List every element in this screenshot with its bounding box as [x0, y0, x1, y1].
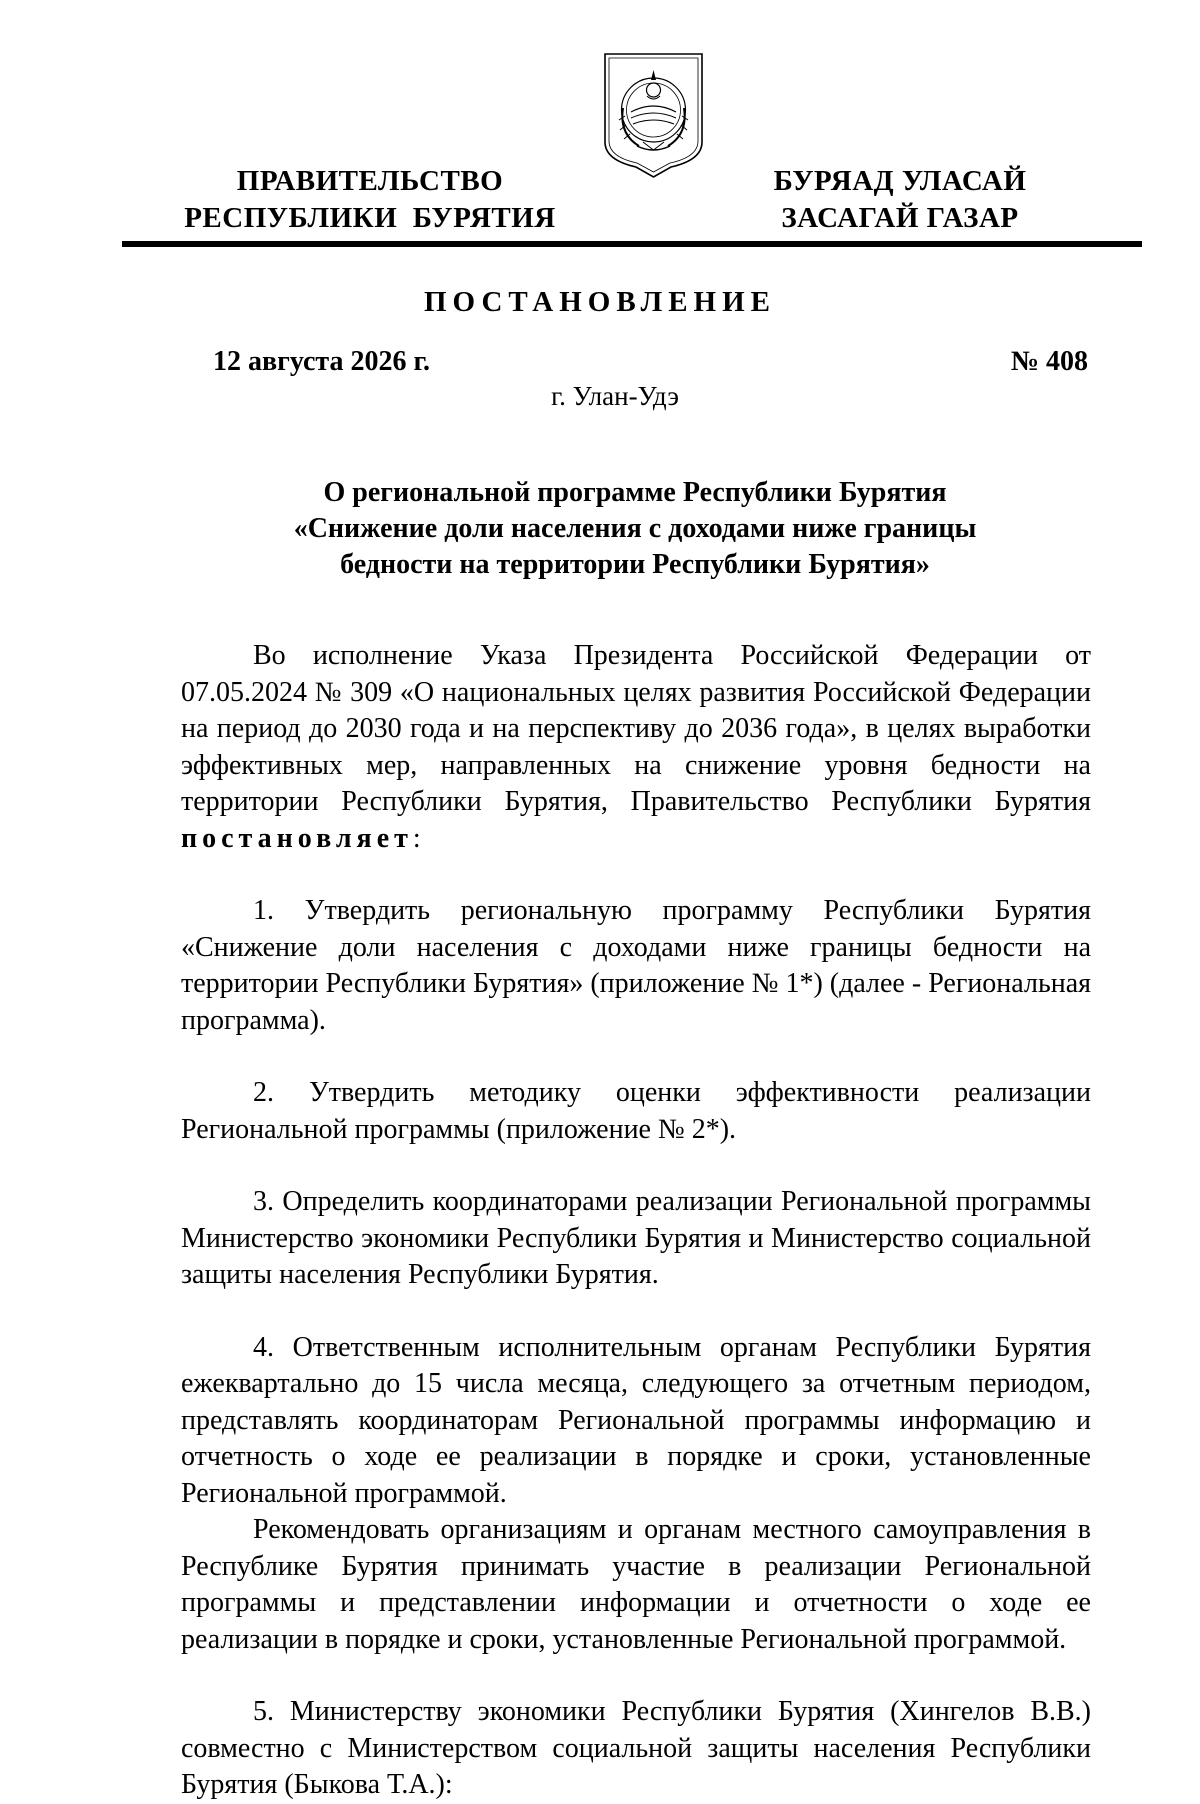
paragraph-3: 3. Определить координаторами реализации Региональной программы Министерство экономики Республики Бурятия и Министерство социальной защиты населения Республики Бурятия. [181, 1186, 1091, 1290]
org-name-line: РЕСПУБЛИКИ БУРЯТИЯ [184, 202, 556, 234]
title-line: бедности на территории Республики Бурятия» [340, 549, 930, 580]
title-line: О региональной программе Республики Бурятия [323, 477, 947, 508]
header-divider [122, 241, 1142, 247]
document-number: № 408 [1010, 346, 1088, 377]
preamble-text: Во исполнение Указа Президента Российской Федерации от 07.05.2024 № 309 «О национальных целях развития Российской Федерации на период до 2030 года и на перспективу до 2036 года», в целях выработки эффективных мер, направленных на снижение уровня бедности на территории Республики Бурятия, Правительство Республики Бурятия [181, 640, 1091, 817]
org-name-line: БУРЯАД УЛАСАЙ [773, 165, 1027, 197]
document-body [181, 638, 1091, 1804]
coat-of-arms-icon [601, 50, 706, 180]
preamble-end: : [412, 822, 421, 854]
org-name-russian [160, 163, 580, 237]
paragraph-5: 5. Министерству экономики Республики Бурятия (Хингелов В.В.) совместно с Министерством социальной защиты населения Республики Бурятия (Быкова Т.А.): [181, 1696, 1091, 1800]
document-title [200, 475, 1070, 583]
org-name-line: ЗАСАГАЙ ГАЗАР [781, 202, 1019, 234]
paragraph-2: 2. Утвердить методику оценки эффективности реализации Региональной программы (приложение № 2*). [181, 1077, 1091, 1145]
document-city: г. Улан-Удэ [551, 381, 679, 411]
paragraph-4: 4. Ответственным исполнительным органам Республики Бурятия ежеквартально до 15 числа месяца, следующего за отчетным периодом, представлять координаторам Региональной программы информацию и отчетность о ходе ее реализации в порядке и сроки, установленные Региональной программой. [181, 1331, 1091, 1509]
org-name-buryat [730, 163, 1070, 237]
preamble-paragraph [181, 638, 1091, 857]
org-name-line: ПРАВИТЕЛЬСТВО [236, 165, 504, 197]
paragraph-4-recommendation: Рекомендовать организациям и органам местного самоуправления в Республике Бурятия принимать участие в реализации Региональной программы и представлении информации и отчетности о ходе ее реализации в порядке и сроки, установленные Региональной программой. [181, 1514, 1091, 1655]
decree-word: постановляет [181, 822, 413, 854]
title-line: «Снижение доли населения с доходами ниже границы [293, 513, 977, 544]
document-type: ПОСТАНОВЛЕНИЕ [423, 286, 776, 318]
document-date: 12 августа 2026 г. [213, 346, 431, 377]
paragraph-1: 1. Утвердить региональную программу Республики Бурятия «Снижение доли населения с доходами ниже границы бедности на территории Республики Бурятия» (приложение № 1*) (далее - Региональная программа). [181, 895, 1091, 1036]
